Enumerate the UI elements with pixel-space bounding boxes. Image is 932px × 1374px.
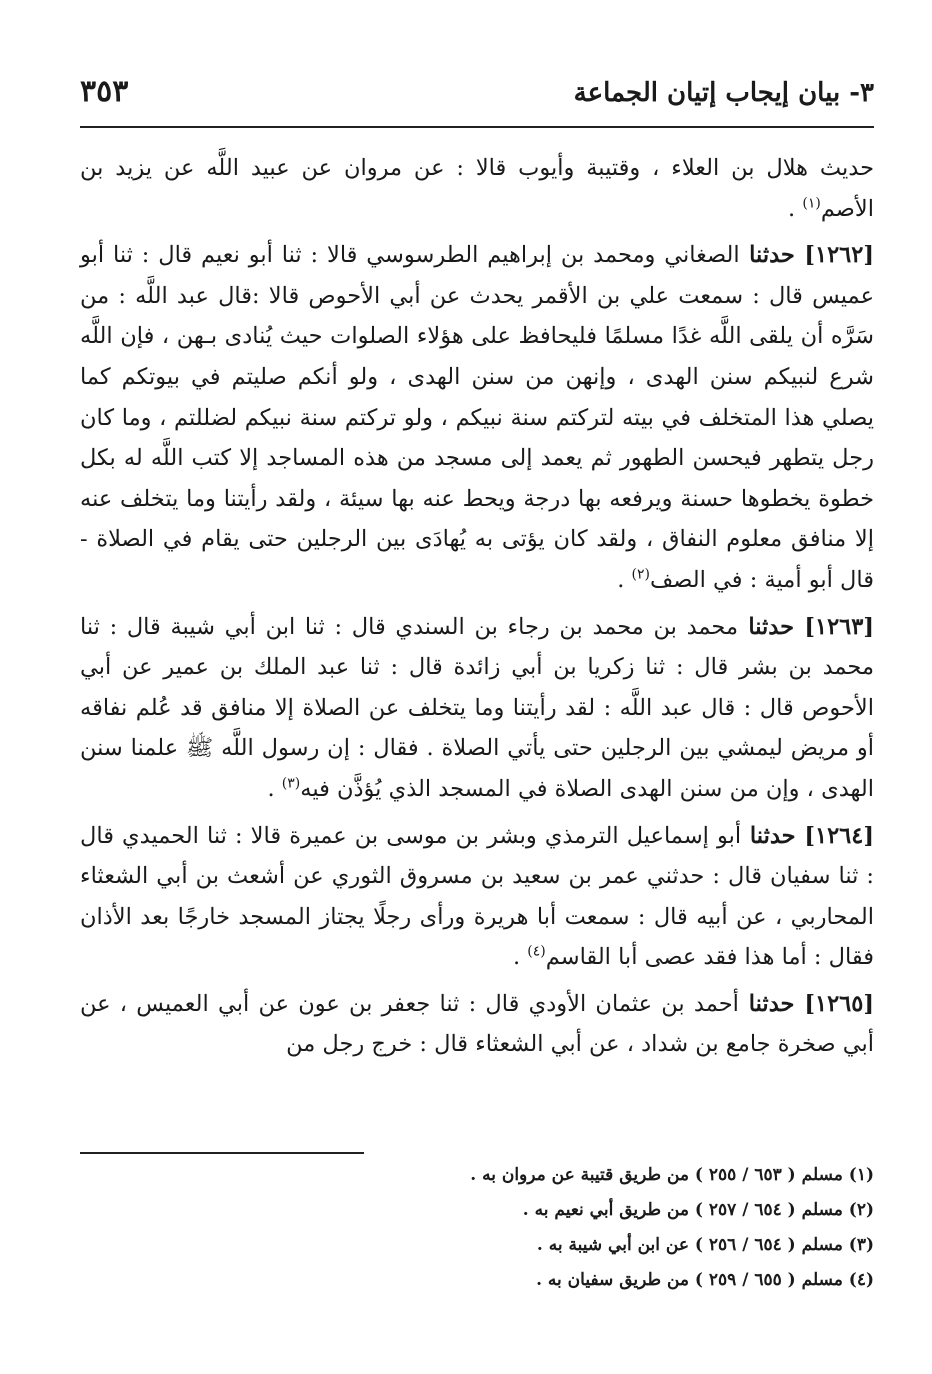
running-head: [80, 60, 874, 122]
page-number: ٣٥٣: [80, 74, 129, 109]
paragraph-tail: .: [788, 195, 803, 222]
header-rule: [80, 126, 874, 128]
footnote-4: (٤) مسلم ( ٦٥٥ / ٢٥٩ ) من طريق سفيان به .: [536, 1270, 874, 1290]
hadith-lead: حدثنا: [739, 242, 795, 269]
hadith-number: [١٢٦٣]: [793, 613, 874, 640]
footnote-ref: (١): [802, 195, 821, 212]
footnote-3: (٣) مسلم ( ٦٥٤ / ٢٥٦ ) عن ابن أبي شيبة به .: [536, 1235, 874, 1255]
paragraph-text: أحمد بن عثمان الأودي قال : ثنا جعفر بن عون عن أبي العميس ، عن أبي صخرة جامع بن شداد ، عن أبي الشعثاء قال : خرج رجل من: [80, 990, 874, 1058]
paragraph-tail: .: [617, 566, 632, 593]
footnote-ref: (٢): [631, 566, 650, 583]
hadith-1265: [80, 984, 874, 1065]
footnotes: [80, 1158, 874, 1298]
paragraph-continuation: [80, 148, 874, 229]
hadith-1264: [80, 816, 874, 978]
footnote-1: (١) مسلم ( ٦٥٣ / ٢٥٥ ) من طريق قتيبة عن مروان به .: [470, 1165, 874, 1185]
book-page: [80, 60, 874, 1350]
hadith-1262: [80, 235, 874, 600]
footnote-2: (٢) مسلم ( ٦٥٤ / ٢٥٧ ) من طريق أبي نعيم به .: [522, 1200, 874, 1220]
paragraph-text: أبو إسماعيل الترمذي وبشر بن موسى بن عميرة قالا : ثنا الحميدي قال : ثنا سفيان قال : حدثني عمر بن سعيد بن مسروق الثوري عن أشعث بن أبي الشعثاء المحاربي ، عن أبيه قال : سمعت أبا هريرة ورأى رجلًا يجتاز المسجد خارجًا بعد الأذان فقال : أما هذا فقد عصى أبا القاسم: [80, 822, 874, 971]
hadith-number: [١٢٦٤]: [795, 822, 874, 849]
footnote-ref: (٣): [281, 775, 301, 792]
hadith-lead: حدثنا: [738, 990, 795, 1017]
paragraph-tail: .: [512, 944, 528, 971]
hadith-1263: [80, 607, 874, 810]
hadith-lead: حدثنا: [738, 613, 794, 640]
footnote-ref: (٤): [527, 943, 546, 960]
hadith-number: [١٢٦٥]: [794, 990, 874, 1017]
footnote-separator: [80, 1152, 364, 1154]
paragraph-tail: .: [267, 775, 282, 802]
paragraph-text: الصغاني ومحمد بن إبراهيم الطرسوسي قالا : ثنا أبو نعيم قال : ثنا أبو عميس قال : سمعت علي بن الأقمر يحدث عن أبي الأحوص قالا :قال عبد اللَّه : من سَرَّه أن يلقى اللَّه غدًا مسلمًا فليحافظ على هؤلاء الصلوات حيث يُنادى بـهن ، فإن اللَّه شرع لنبيكم سنن الهدى ، وإنهن من سنن الهدى ، ولو أنكم صليتم في بيوتكم كما يصلي هذا المتخلف في بيته لتركتم سنة نبيكم ، ولو تركتم سنة نبيكم لضللتم ، وما كان رجل يتطهر فيحسن الطهور ثم يعمد إلى مسجد من هذه المساجد إلا كتب اللَّه له بكل خطوة يخطوها حسنة ويرفعه بها درجة ويحط عنه بها سيئة ، ولقد رأيتنا وما يتخلف عنه إلا منافق معلوم النفاق ، ولقد كان يؤتى به يُهادَى بين الرجلين حتى يقام في الصلاة - قال أبو أمية : في الصف: [80, 242, 874, 593]
body-text: [80, 148, 874, 1071]
hadith-lead: حدثنا: [741, 822, 796, 849]
paragraph-text: محمد بن محمد بن رجاء بن السندي قال : ثنا ابن أبي شيبة قال : ثنا محمد بن بشر قال : ثنا زكريا بن أبي زائدة قال : ثنا عبد الملك بن عمير عن أبي الأحوص قال : قال عبد اللَّه : لقد رأيتنا وما يتخلف عن الصلاة إلا منافق قد عُلم نفاقه أو مريض ليمشي بين الرجلين حتى يأتي الصلاة . فقال : إن رسول اللَّه ﷺ علمنا سنن الهدى ، وإن من سنن الهدى الصلاة في المسجد الذي يُؤذَّن فيه: [80, 613, 874, 802]
paragraph-text: حديث هلال بن العلاء ، وقتيبة وأيوب قالا : عن مروان عن عبيد اللَّه عن يزيد بن الأصم: [80, 155, 874, 222]
hadith-number: [١٢٦٢]: [794, 242, 874, 269]
chapter-title: ٣- بيان إيجاب إتيان الجماعة: [573, 78, 874, 108]
